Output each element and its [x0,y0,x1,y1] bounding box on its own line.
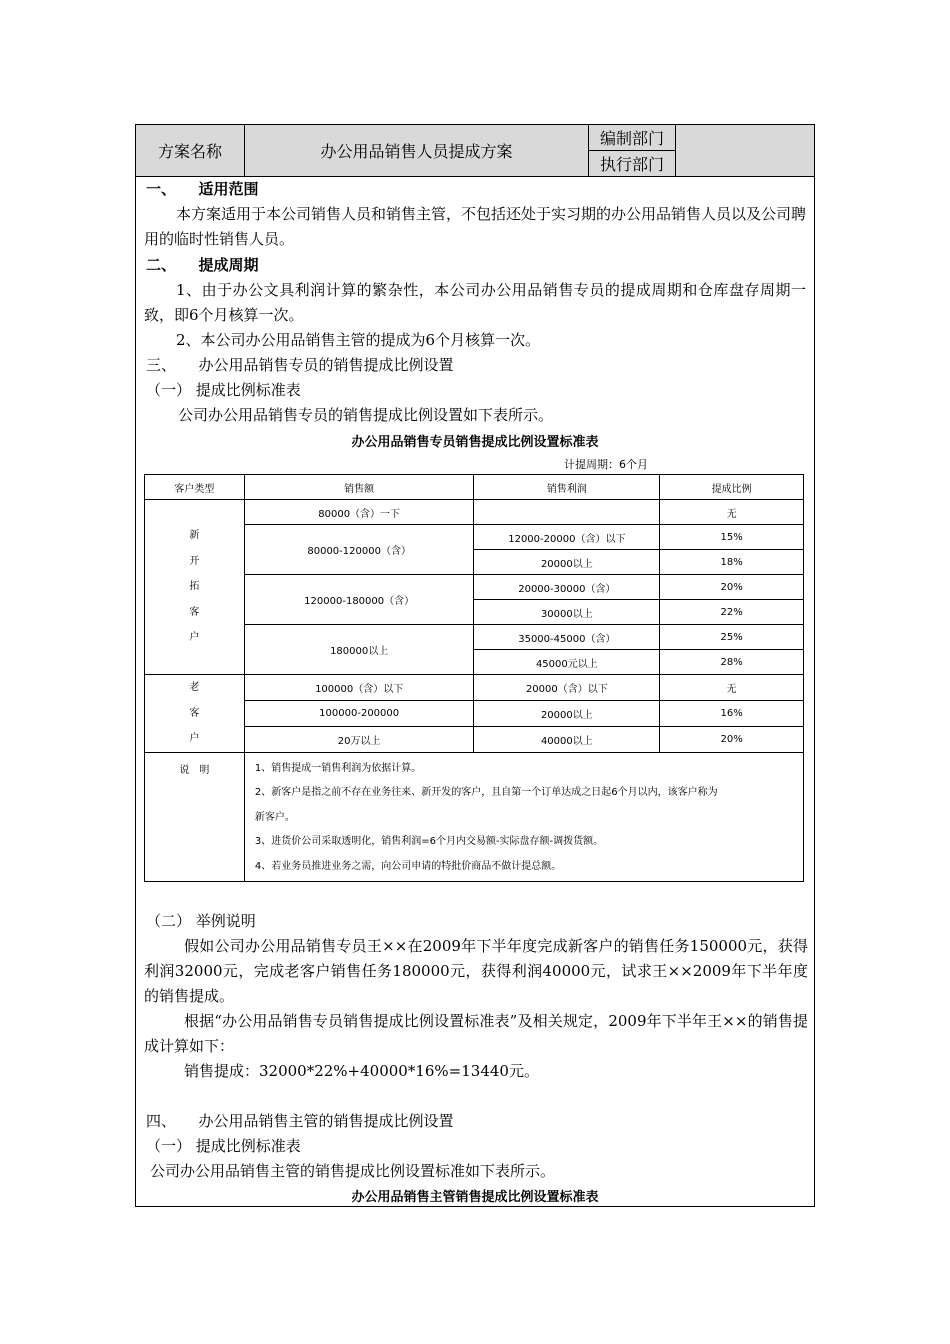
profit-cell: 35000-45000（含） [474,625,660,650]
compile-dept-value [676,125,814,150]
section2-item1: 1、由于办公文具利润计算的繁杂性，本公司办公用品销售专员的提成周期和仓库盘存周期一致，即6个月核算一次。 [144,281,806,324]
note-item: 新客户。 [254,811,295,823]
rate-cell: 无 [660,500,804,525]
notes-cell [244,752,803,881]
sales-cell: 80000（含）一下 [244,500,474,525]
old-customer-label: 老 客 户 [145,675,245,753]
rate-cell: 无 [660,675,804,701]
example-paragraph-1: 假如公司办公用品销售专员王××在2009年下半年度完成新客户的销售任务150000元，获得利润32000元，完成老客户销售任务180000元，获得利润40000元，试求王××2009年下半年度的销售提成。 [144,937,808,1005]
rate-cell: 18% [660,550,804,575]
section3-intro: 公司办公用品销售专员的销售提成比例设置如下表所示。 [178,406,554,424]
profit-cell: 45000元以上 [474,650,660,675]
rate-cell: 22% [660,600,804,625]
plan-name-label: 方案名称 [157,142,222,161]
new-customer-label: 新 开 拓 客 户 [145,500,245,675]
table1-title: 办公用品销售专员销售提成比例设置标准表 [351,435,599,450]
header-row [136,125,814,177]
example-paragraph-2: 根据“办公用品销售专员销售提成比例设置标准表”及相关规定，2009年下半年王××的销售提成计算如下： [144,1012,808,1055]
section3-sub2: （二） 举例说明 [146,912,256,930]
profit-cell [474,500,660,525]
profit-cell: 20000以上 [474,550,660,575]
profit-cell: 30000以上 [474,600,660,625]
rate-cell: 15% [660,525,804,550]
commission-rate-table [144,474,804,882]
table-header-row [145,475,804,500]
section4-sub1: （一） 提成比例标准表 [146,1137,301,1155]
rate-cell: 25% [660,625,804,650]
table2-title: 办公用品销售主管销售提成比例设置标准表 [351,1190,599,1205]
rate-cell: 16% [660,700,804,726]
note-item: 4、若业务员推进业务之需，向公司申请的特批价商品不做计提总额。 [254,860,562,872]
note-item: 2、新客户是指之前不存在业务往来、新开发的客户，且自第一个订单达成之日起6个月以内，该客户称为 [254,787,718,798]
section3-title: 三、 办公用品销售专员的销售提成比例设置 [146,356,454,374]
profit-cell: 40000以上 [474,726,660,752]
rate-cell: 20% [660,575,804,600]
table-row [145,675,804,701]
table-row [145,500,804,525]
col-header: 客户类型 [145,475,245,500]
notes-label: 说 明 [145,752,245,881]
exec-dept-value [676,151,814,176]
col-header: 销售利润 [474,475,660,500]
profit-cell: 20000（含）以下 [474,675,660,701]
col-header: 销售额 [244,475,474,500]
sales-cell: 20万以上 [244,726,474,752]
profit-cell: 12000-20000（含）以下 [474,525,660,550]
compile-dept-label: 编制部门 [599,129,664,148]
sales-cell: 120000-180000（含） [244,575,474,625]
note-item: 3、进货价公司采取透明化，销售利润=6个月内交易额-实际盘存额-调拨货额。 [254,836,604,847]
table1-period-note: 计提周期：6个月 [564,458,648,471]
exec-dept-label: 执行部门 [599,155,664,174]
formula-text: 销售提成：32000*22%+40000*16%=13440元。 [184,1062,539,1080]
section3-sub1: （一） 提成比例标准表 [146,381,301,399]
notes-row [145,752,804,881]
section4-intro: 公司办公用品销售主管的销售提成比例设置标准如下表所示。 [150,1162,556,1180]
section1-text: 本方案适用于本公司销售人员和销售主管，不包括还处于实习期的办公用品销售人员以及公司聘用的临时性销售人员。 [144,205,807,248]
plan-title: 办公用品销售人员提成方案 [320,142,513,161]
sales-cell: 80000-120000（含） [244,525,474,575]
profit-cell: 20000以上 [474,700,660,726]
rate-cell: 20% [660,726,804,752]
sales-cell: 100000-200000 [244,700,474,726]
section1-title: 一、 适用范围 [146,180,259,198]
section2-title: 二、 提成周期 [146,256,259,274]
sales-cell: 180000以上 [244,625,474,675]
document-frame [135,124,815,1207]
sales-cell: 100000（含）以下 [244,675,474,701]
note-item: 1、销售提成一销售利润为依据计算。 [254,762,422,774]
col-header: 提成比例 [660,475,804,500]
profit-cell: 20000-30000（含） [474,575,660,600]
section2-item2: 2、本公司办公用品销售主管的提成为6个月核算一次。 [176,331,541,349]
rate-cell: 28% [660,650,804,675]
section4-title: 四、 办公用品销售主管的销售提成比例设置 [146,1112,454,1130]
